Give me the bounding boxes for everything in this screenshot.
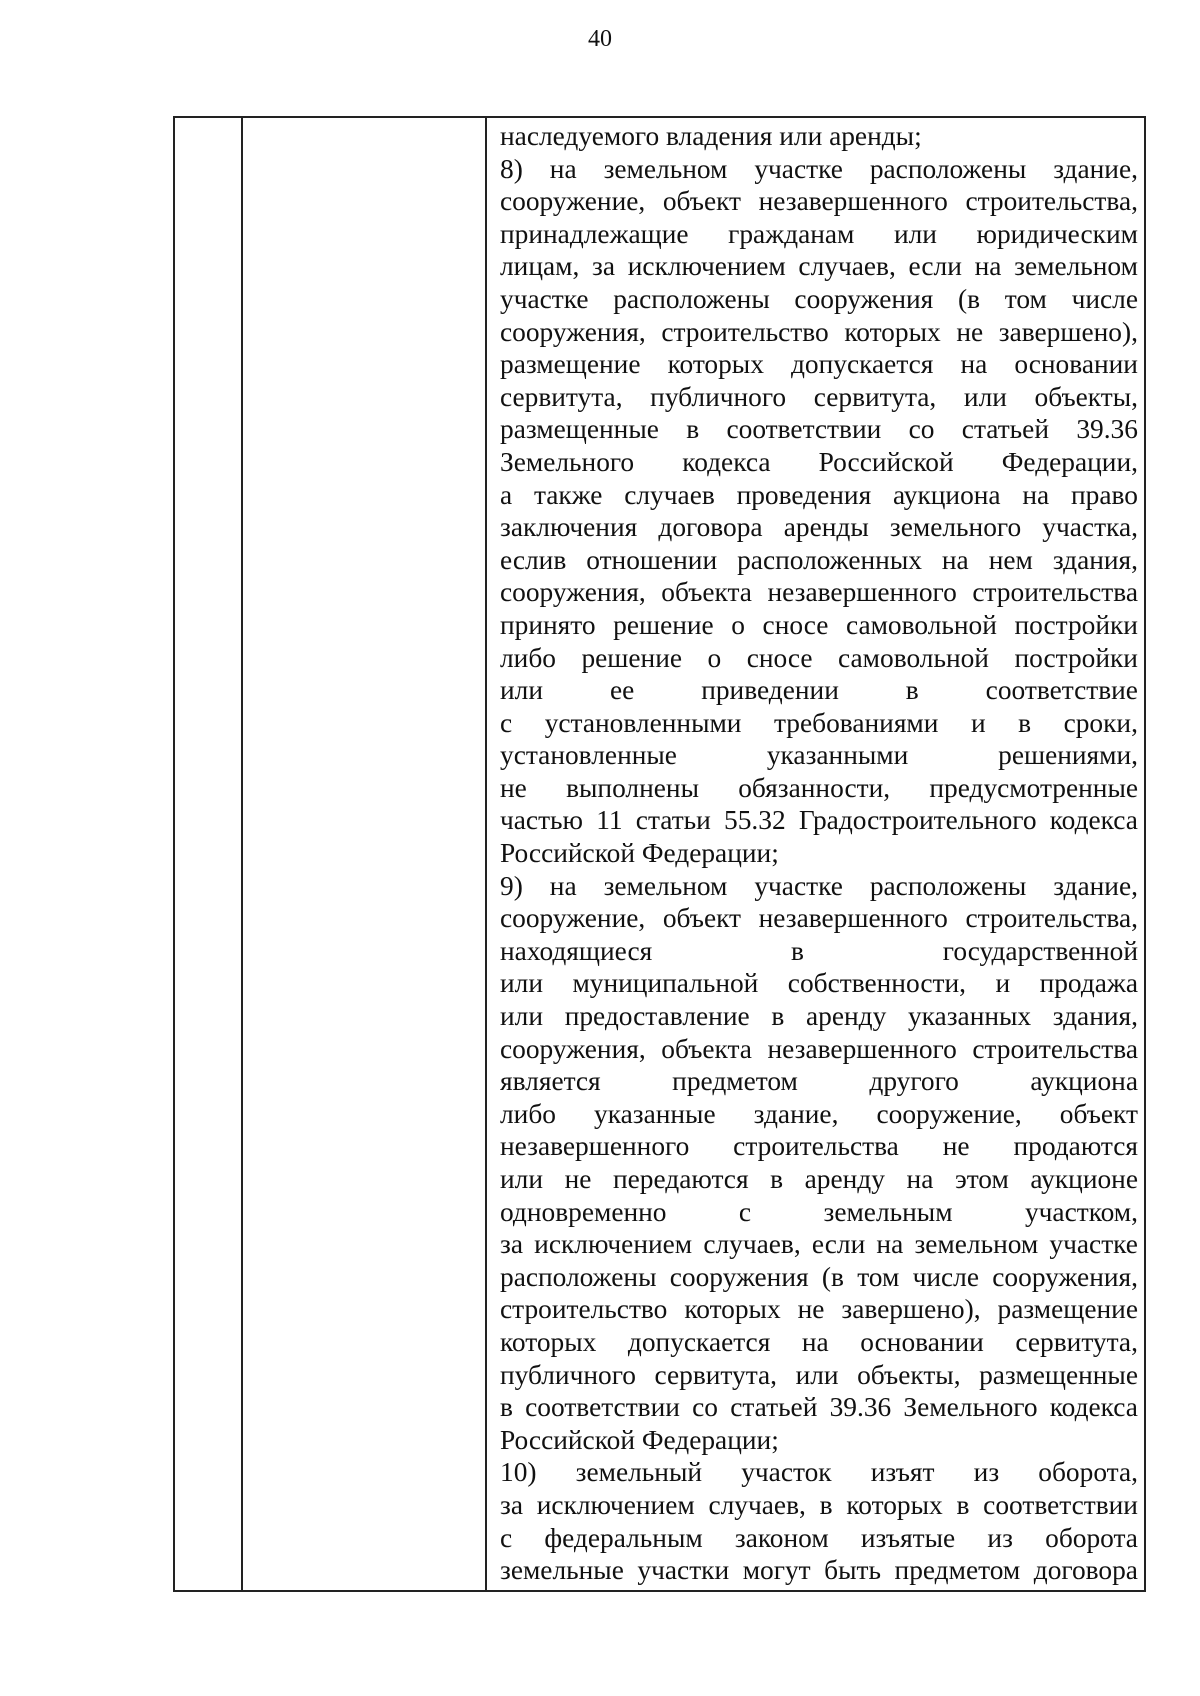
text-line: размещение которых допускается на основании <box>500 349 1138 380</box>
text-line: расположены сооружения (в том числе сооружения, <box>500 1261 1138 1292</box>
text-line: Российской Федерации; <box>500 838 779 869</box>
text-line: земельные участки могут быть предметом договора <box>500 1555 1138 1586</box>
text-line: или предоставление в аренду указанных здания, <box>500 1001 1138 1032</box>
text-line: сооружения, объекта незавершенного строительства <box>500 577 1138 608</box>
text-line: не выполнены обязанности, предусмотренные <box>500 772 1138 803</box>
column-divider-1 <box>241 118 243 1590</box>
text-line: Земельного кодекса Российской Федерации, <box>500 446 1138 477</box>
text-line: частью 11 статьи 55.32 Градостроительного кодекса <box>500 805 1138 836</box>
text-line: в соответствии со статьей 39.36 Земельного кодекса <box>500 1392 1138 1423</box>
text-line: либо решение о сносе самовольной постройки <box>500 642 1138 673</box>
text-line: лицам, за исключением случаев, если на земельном <box>500 251 1138 282</box>
text-line: сервитута, публичного сервитута, или объекты, <box>500 381 1138 412</box>
text-line: размещенные в соответствии со статьей 39.36 <box>500 414 1138 445</box>
text-line: которых допускается на основании сервитута, <box>500 1326 1138 1357</box>
text-line: незавершенного строительства не продаются <box>500 1131 1138 1162</box>
text-line: или ее приведении в соответствие <box>500 675 1138 706</box>
text-line: принято решение о сносе самовольной постройки <box>500 609 1138 640</box>
text-line: или не передаются в аренду на этом аукционе <box>500 1164 1138 1194</box>
text-line: является предметом другого аукциона <box>500 1066 1138 1097</box>
text-line: а также случаев проведения аукциона на право <box>500 479 1138 510</box>
text-line: за исключением случаев, в которых в соответствии <box>500 1489 1138 1520</box>
text-line: с установленными требованиями и в сроки, <box>500 707 1138 738</box>
text-line: 9) на земельном участке расположены здание, <box>500 870 1138 901</box>
text-line: наследуемого владения или аренды; <box>500 121 922 151</box>
text-line: с федеральным законом изъятые из оборота <box>500 1522 1138 1553</box>
text-line: строительство которых не завершено), размещение <box>500 1294 1138 1325</box>
text-line: 8) на земельном участке расположены здание, <box>500 153 1138 184</box>
page-number: 40 <box>588 26 612 52</box>
text-line: сооружения, объекта незавершенного строительства <box>500 1033 1138 1064</box>
text-line: еслив отношении расположенных на нем здания, <box>500 544 1138 575</box>
text-line: сооружение, объект незавершенного строительства, <box>500 903 1138 934</box>
table-text-cell <box>500 120 1138 1587</box>
text-line: принадлежащие гражданам или юридическим <box>500 218 1138 249</box>
column-divider-2 <box>485 118 487 1590</box>
text-line: Российской Федерации; <box>500 1424 779 1455</box>
text-line: установленные указанными решениями, <box>500 740 1138 771</box>
text-line: участке расположены сооружения (в том числе <box>500 283 1138 314</box>
text-line: 10) земельный участок изъят из оборота, <box>500 1457 1138 1488</box>
text-line: за исключением случаев, если на земельном участке <box>500 1229 1138 1260</box>
text-line: сооружения, строительство которых не завершено), <box>500 316 1138 347</box>
text-line: находящиеся в государственной <box>500 935 1138 966</box>
text-line: сооружение, объект незавершенного строительства, <box>500 186 1138 217</box>
text-line: публичного сервитута, или объекты, размещенные <box>500 1359 1138 1390</box>
text-line: либо указанные здание, сооружение, объект <box>500 1098 1138 1129</box>
text-line: заключения договора аренды земельного участка, <box>500 512 1138 543</box>
text-line: одновременно с земельным участком, <box>500 1196 1138 1227</box>
text-line: или муниципальной собственности, и продажа <box>500 968 1138 999</box>
document-table <box>173 116 1146 1592</box>
